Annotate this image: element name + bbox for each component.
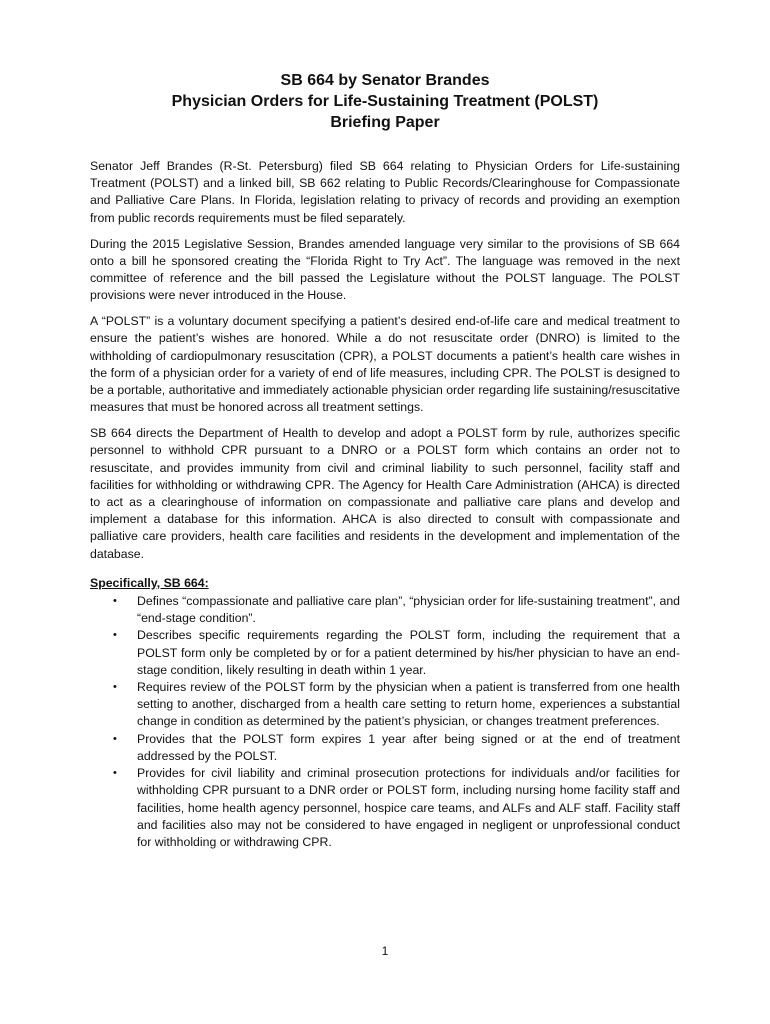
list-item-text: Requires review of the POLST form by the physician when a patient is transferred from one health setting to another, discharged from a health care setting to return home, experiences a substantial change in condition as determined by the patient’s physician, or changes treatment preferences. [137,680,680,729]
list-item-text: Provides for civil liability and criminal prosecution protections for individuals and/or facilities for withholding CPR pursuant to a DNR order or POLST form, including nursing home facility staff and facilities, home health agency personnel, hospice care teams, and ALFs and ALF staff. Facility staff and facilities also may not be considered to have engaged in negligent or unprofessional conduct for withholding or withdrawing CPR. [137,766,680,849]
document-body [90,158,680,851]
bullet-icon: • [113,681,117,694]
list-item-text: Defines “compassionate and palliative care plan”, “physician order for life-sustaining treatment”, and “end-stage condition”. [137,594,680,626]
list-item [113,679,680,731]
title-subject: Physician Orders for Life-Sustaining Treatment (POLST) [171,93,599,110]
bullet-icon: • [113,629,117,642]
title-block [90,70,680,133]
specifically-heading: Specifically, SB 664: [90,575,209,590]
list-item [113,627,680,679]
paragraph-definition: A “POLST” is a voluntary document specifying a patient’s desired end-of-life care and medical treatment to ensure the patient’s wishes are honored. While a do not resuscitate order (DNRO) is limited to the withholding of cardiopulmonary resuscitation (CPR), a POLST documents a patient’s health care wishes in the form of a physician order for a variety of end of life measures, including CPR. The POLST is designed to be a portable, authoritative and immediately actionable physician order regarding life sustaining/resuscitative measures that must be honored across all treatment settings. [90,314,680,415]
paragraph-history: During the 2015 Legislative Session, Brandes amended language very similar to the provisions of SB 664 onto a bill he sponsored creating the “Florida Right to Try Act”. The language was removed in the next committee of reference and the bill passed the Legislature without the POLST language. The POLST provisions were never introduced in the House. [90,236,680,303]
specifically-list [90,593,680,851]
title-doc-type: Briefing Paper [330,114,440,131]
paragraph-intro: Senator Jeff Brandes (R-St. Petersburg) filed SB 664 relating to Physician Orders for Life-sustaining Treatment (POLST) and a linked bill, SB 662 relating to Public Records/Clearinghouse for Compassionate and Palliative Care Plans. In Florida, legislation relating to privacy of records and providing an exemption from public records requirements must be filed separately. [90,159,680,225]
title-bill: SB 664 by Senator Brandes [280,72,490,89]
bullet-icon: • [113,732,117,745]
list-item-text: Provides that the POLST form expires 1 year after being signed or at the end of treatment addressed by the POLST. [137,731,680,763]
list-item-text: Describes specific requirements regarding the POLST form, including the requirement that a POLST form only be completed by or for a patient determined by his/her physician to have an end-stage condition, likely resulting in death within 1 year. [137,628,680,677]
bullet-icon: • [113,767,117,780]
list-item [113,765,680,851]
page-number: 1 [381,944,389,958]
bullet-icon: • [113,595,117,608]
paragraph-directives: SB 664 directs the Department of Health to develop and adopt a POLST form by rule, authorizes specific personnel to withhold CPR pursuant to a DNRO or a POLST form which contains an order not to resuscitate, and provides immunity from civil and criminal liability to such personnel, facility staff and facilities for withholding or withdrawing CPR. The Agency for Health Care Administration (AHCA) is directed to act as a clearinghouse of information on compassionate and palliative care plans and develop and implement a database for this information. AHCA is also directed to consult with compassionate and palliative care providers, health care facilities and residents in the development and implementation of the database. [90,426,680,561]
list-item [113,731,680,765]
list-item [113,593,680,627]
